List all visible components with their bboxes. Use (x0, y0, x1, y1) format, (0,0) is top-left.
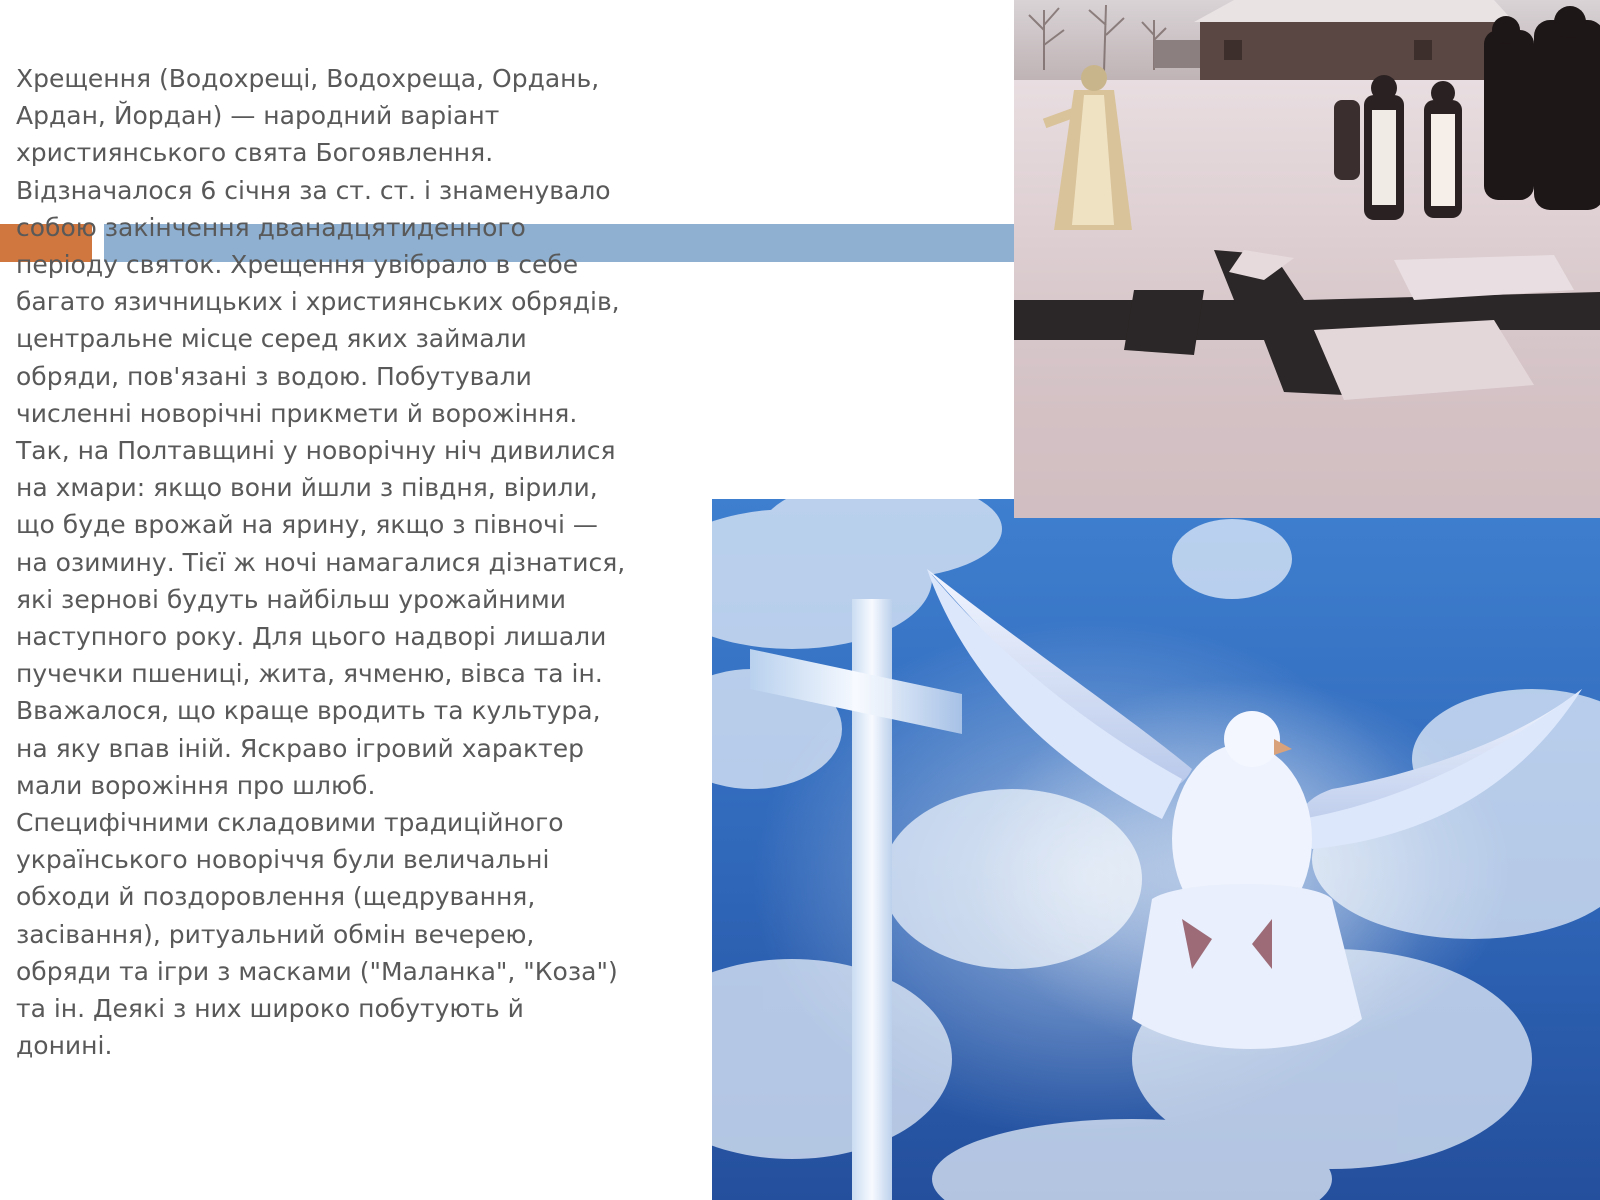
body-text (16, 60, 628, 1064)
paragraph-2: Специфічними складовими традиційного українського новоріччя були величальні обходи й поздоровлення (щедрування, засівання), ритуальний обмін вечерею, обряди та ігри з масками ("Маланка", "Коза") та ін. Деякі з них широко побутують й донині. (16, 808, 618, 1061)
epiphany-ice-cross-photo (1014, 0, 1600, 518)
paragraph-1: Хрещення (Водохрещі, Водохреща, Ордань, Ардан, Йордан) — народний варіант християнського свята Богоявлення. Відзначалося 6 січня за ст. ст. і знаменувало собою закінчення дванадцятиденного періоду святок. Хрещення увібрало в себе багато язичницьких і християнських обрядів, центральне місце серед яких займали обряди, пов'язані з водою. Побутували численні новорічні прикмети й ворожіння. Так, на Полтавщині у новорічну ніч дивилися на хмари: якщо вони йшли з півдня, вірили, що буде врожай на ярину, якщо з півночі — на озимину. Тієї ж ночі намагалися дізнатися, які зернові будуть найбільш урожайними наступного року. Для цього надворі лишали пучечки пшениці, жита, ячменю, вівса та ін. Вважалося, що краще вродить та культура, на яку впав іній. Яскраво ігровий характер мали ворожіння про шлюб. (16, 64, 626, 800)
dove-and-cross-sky-photo (712, 499, 1600, 1200)
